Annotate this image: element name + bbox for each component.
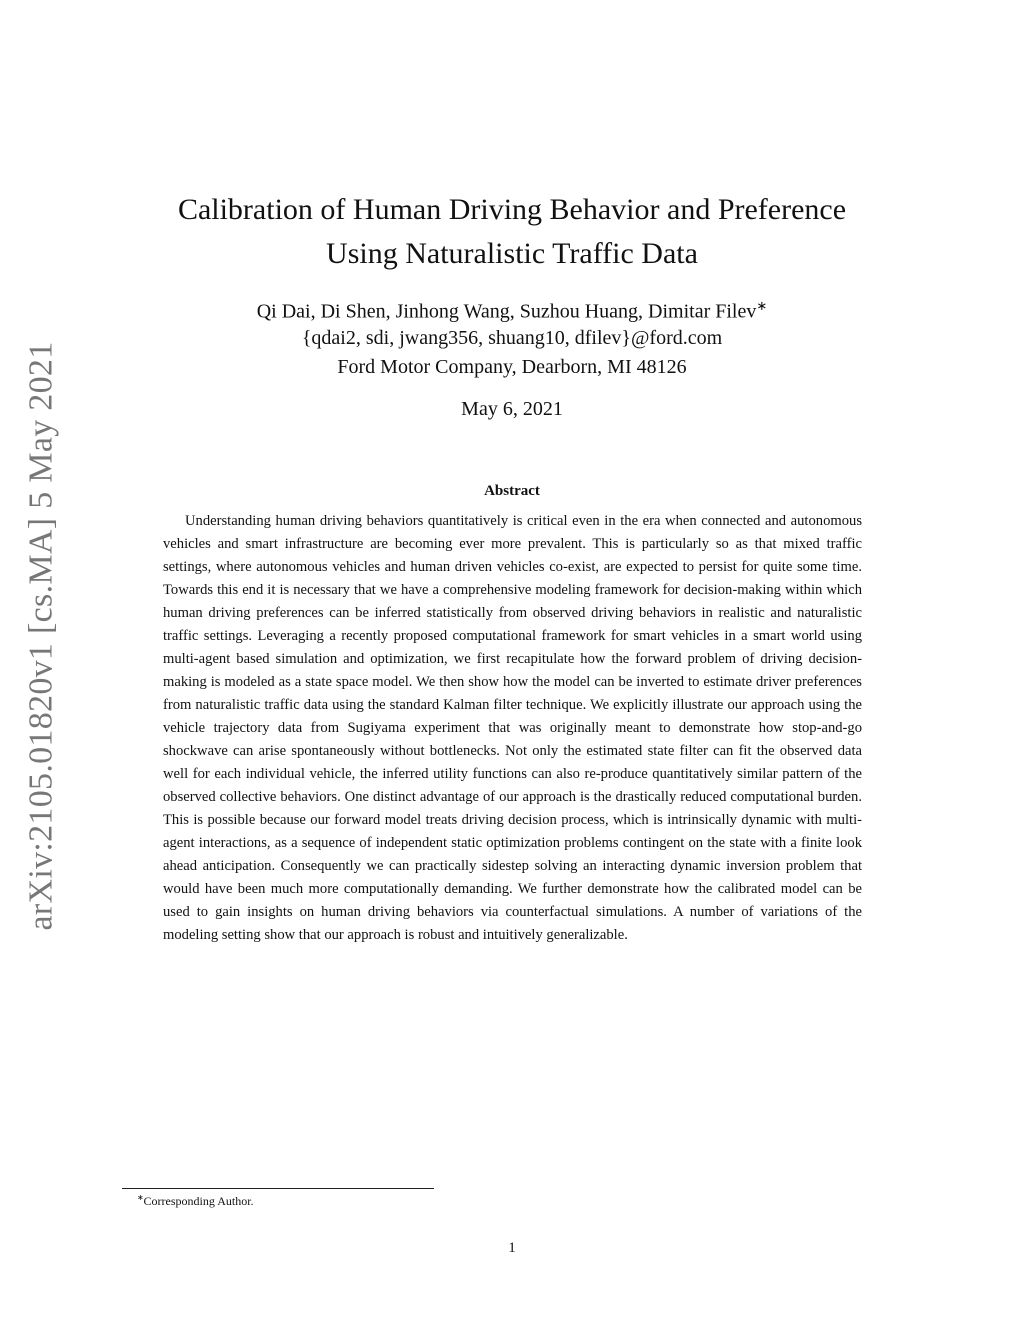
footnote	[137, 1193, 254, 1209]
title-line-2: Using Naturalistic Traffic Data	[326, 237, 698, 270]
abstract-heading: Abstract	[484, 483, 540, 499]
footnote-mark: ∗	[137, 1193, 144, 1202]
corresponding-author-mark: ∗	[756, 298, 768, 313]
arxiv-identifier	[18, 343, 66, 929]
author-emails: {qdai2, sdi, jwang356, shuang10, dfilev}@ford.com	[301, 327, 723, 349]
title-line-1: Calibration of Human Driving Behavior and Preference	[177, 193, 847, 226]
page-number: 1	[508, 1240, 516, 1256]
arxiv-identifier-text: arXiv:2105.01820v1 [cs.MA] 5 May 2021	[23, 341, 61, 931]
author-names: Qi Dai, Di Shen, Jinhong Wang, Suzhou Huang, Dimitar Filev	[256, 300, 757, 323]
publication-date: May 6, 2021	[461, 398, 563, 420]
abstract-body: Understanding human driving behaviors quantitatively is critical even in the era when connected and autonomous vehicles and smart infrastructure are becoming ever more prevalent. This is particularly so as that mixed traffic settings, where autonomous vehicles and human driven vehicles co-exist, are expected to persist for quite some time. Towards this end it is necessary that we have a comprehensive modeling framework for decision-making within which human driving preferences can be inferred statistically from observed driving behaviors in realistic and naturalistic traffic settings. Leveraging a recently proposed computational framework for smart vehicles in a smart world using multi-agent based simulation and optimization, we first recapitulate how the forward problem of driving decision-making is modeled as a state space model. We then show how the model can be inverted to estimate driver preferences from naturalistic traffic data using the standard Kalman filter technique. We explicitly illustrate our approach using the vehicle trajectory data from Sugiyama experiment that was originally meant to demonstrate how stop-and-go shockwave can arise spontaneously without bottlenecks. Not only the estimated state filter can fit the observed data well for each individual vehicle, the inferred utility functions can also re-produce quantitatively similar pattern of the observed collective behaviors. One distinct advantage of our approach is the drastically reduced computational burden. This is possible because our forward model treats driving decision process, which is intrinsically dynamic with multi-agent interactions, as a sequence of independent static optimization problems contingent on the state with a finite look ahead anticipation. Consequently we can practically sidestep solving an interacting dynamic inversion problem that would have been much more computationally demanding. We further demonstrate how the calibrated model can be used to gain insights on human driving behaviors via counterfactual simulations. A number of variations of the modeling setting show that our approach is robust and intuitively generalizable.	[163, 513, 862, 943]
affiliation: Ford Motor Company, Dearborn, MI 48126	[337, 356, 687, 378]
author-list	[150, 298, 874, 324]
footnote-divider	[122, 1188, 434, 1189]
paper-title	[150, 188, 874, 276]
footnote-text: Corresponding Author.	[143, 1194, 254, 1208]
